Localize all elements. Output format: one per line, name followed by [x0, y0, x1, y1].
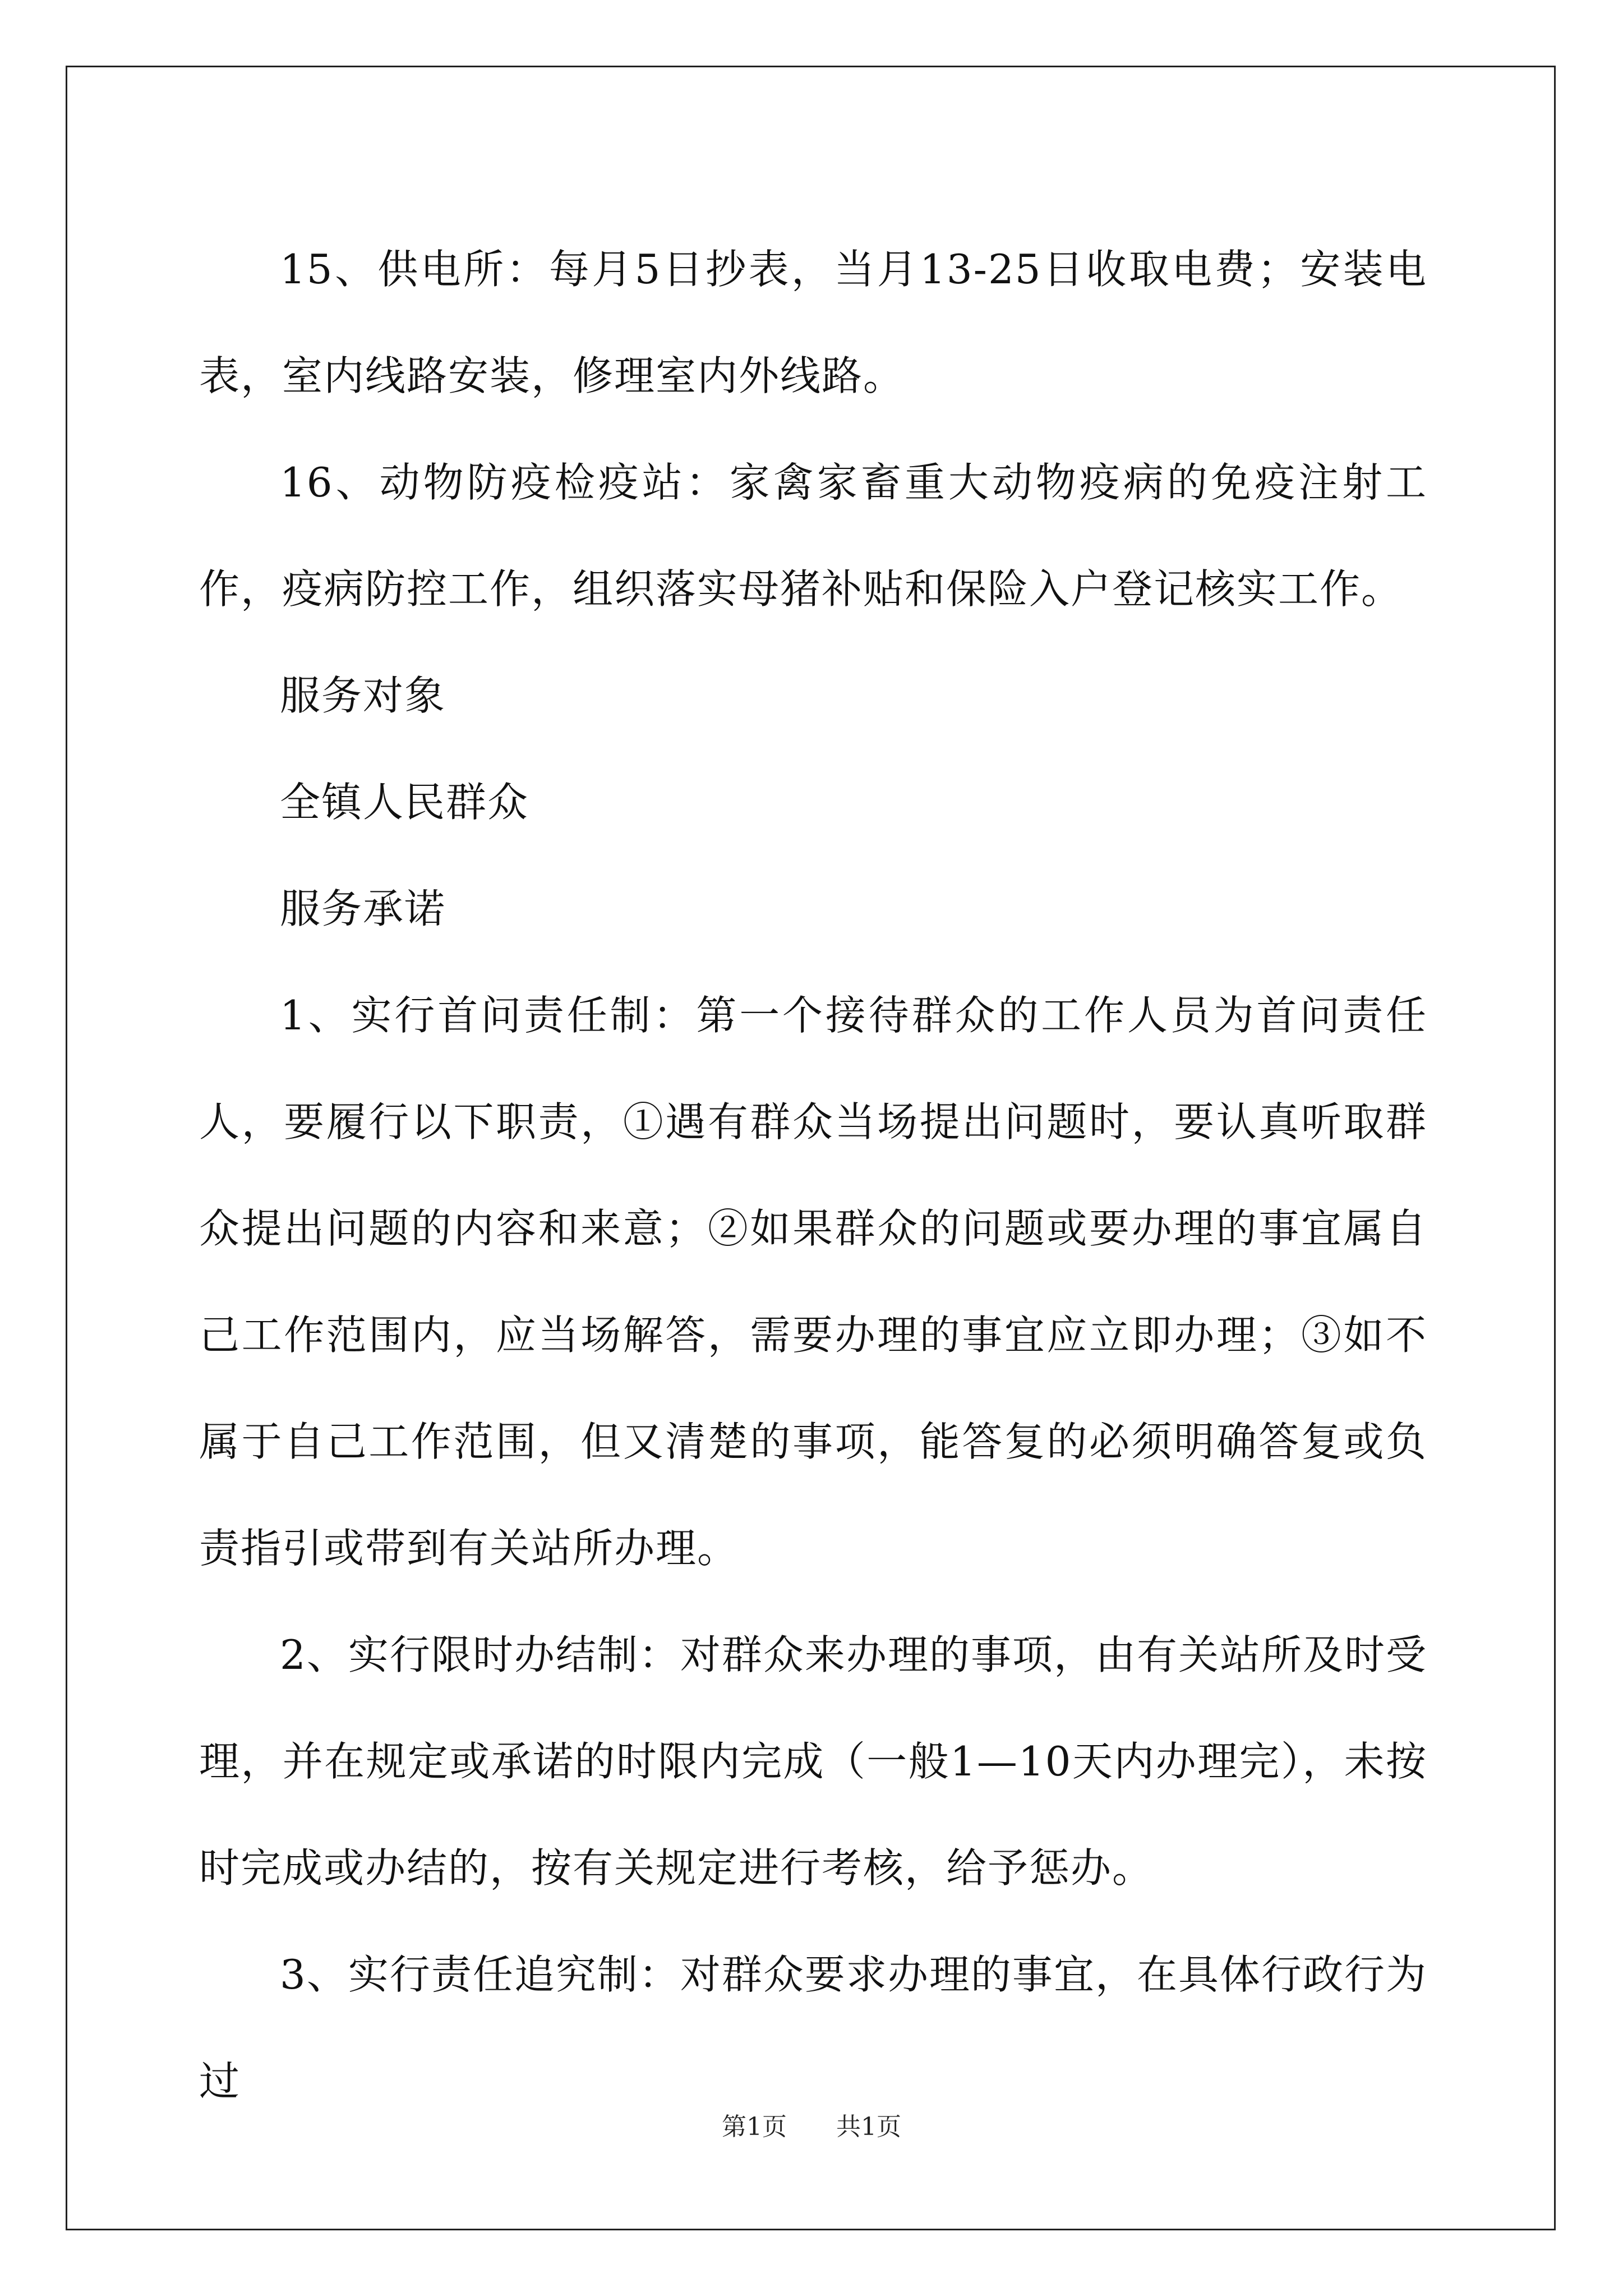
heading-service-commitment: 服务承诺: [280, 885, 446, 932]
paragraph-first-inquiry: 1、实行首问责任制：第一个接待群众的工作人员为首问责任人，要履行以下职责，①遇有群众当场提出问题时，要认真听取群众提出问题的内容和来意；②如果群众的问题或要办理的事宜属自己工作范围内，应当场解答，需要办理的事宜应立即办理；③如不属于自己工作范围，但又清楚的事项，能答复的必须明确答复或负责指引或带到有关站所办理。: [199, 992, 1427, 1572]
paragraph-power-station: 15、供电所：每月5日抄表，当月13-25日收取电费；安装电表，室内线路安装，修理室内外线路。: [199, 246, 1427, 399]
paragraph-animal-quarantine: 16、动物防疫检疫站：家禽家畜重大动物疫病的免疫注射工作，疫病防控工作，组织落实母猪补贴和保险入户登记核实工作。: [199, 459, 1427, 613]
page-number-total: 共1页: [836, 2113, 901, 2141]
paragraph-accountability: 3、实行责任追究制：对群众要求办理的事宜，在具体行政行为过: [199, 1951, 1427, 2105]
heading-service-target: 服务对象: [280, 672, 446, 719]
page-footer: [0, 2106, 1623, 2142]
document-body: [199, 216, 1427, 2134]
paragraph-time-limit: 2、实行限时办结制：对群众来办理的事项，由有关站所及时受理，并在规定或承诺的时限内完成（一般1—10天内办理完），未按时完成或办结的，按有关规定进行考核，给予惩办。: [199, 1631, 1427, 1892]
paragraph-service-target: 全镇人民群众: [280, 779, 529, 826]
page-number-current: 第1页: [722, 2113, 787, 2141]
